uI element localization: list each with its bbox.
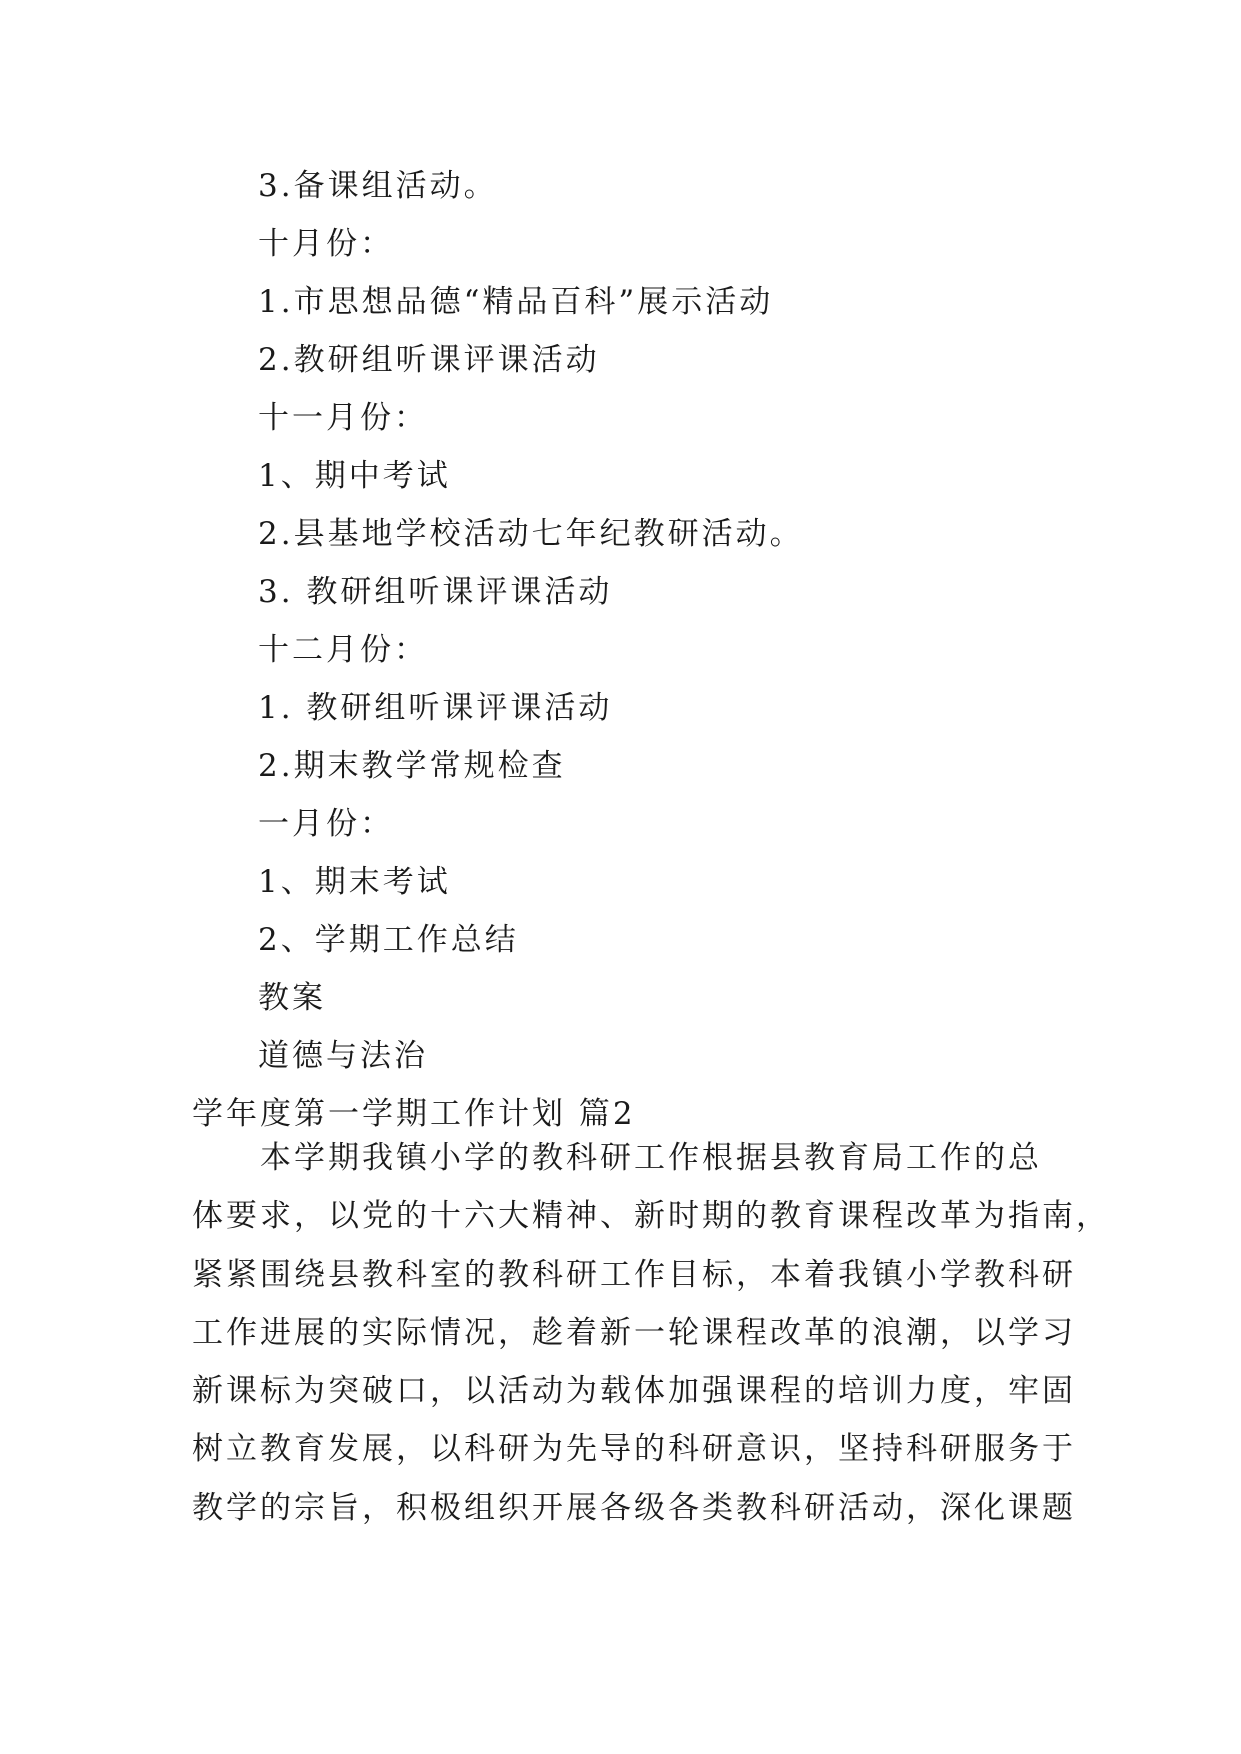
month-heading: 十二月份： bbox=[258, 632, 428, 668]
list-item: 1、期中考试 bbox=[258, 458, 451, 494]
list-item: 2.教研组听课评课活动 bbox=[258, 342, 600, 378]
paragraph-line: 新课标为突破口，以活动为载体加强课程的培训力度，牢固 bbox=[192, 1373, 1076, 1410]
month-heading: 十月份： bbox=[258, 226, 394, 262]
list-item: 1.市思想品德“精品百科”展示活动 bbox=[258, 284, 774, 320]
list-item: 3.备课组活动。 bbox=[258, 168, 498, 204]
paragraph-line: 体要求，以党的十六大精神、新时期的教育课程改革为指南， bbox=[192, 1198, 1110, 1235]
paragraph-line: 本学期我镇小学的教科研工作根据县教育局工作的总 bbox=[260, 1140, 1042, 1176]
list-item: 1. 教研组听课评课活动 bbox=[258, 690, 613, 726]
paragraph-line: 树立教育发展，以科研为先导的科研意识，坚持科研服务于 bbox=[192, 1431, 1076, 1468]
month-heading: 一月份： bbox=[258, 806, 394, 842]
paragraph-line: 紧紧围绕县教科室的教科研工作目标，本着我镇小学教科研 bbox=[192, 1256, 1076, 1293]
list-item: 1、期末考试 bbox=[258, 864, 451, 900]
list-item: 道德与法治 bbox=[258, 1038, 428, 1074]
paragraph-line: 教学的宗旨，积极组织开展各级各类教科研活动，深化课题 bbox=[192, 1489, 1076, 1526]
section-heading: 学年度第一学期工作计划 篇2 bbox=[192, 1096, 636, 1132]
list-item: 3. 教研组听课评课活动 bbox=[258, 574, 613, 610]
list-item: 2.县基地学校活动七年纪教研活动。 bbox=[258, 516, 804, 552]
list-item: 2.期末教学常规检查 bbox=[258, 748, 566, 784]
list-item: 2、学期工作总结 bbox=[258, 922, 519, 958]
paragraph-line: 工作进展的实际情况，趁着新一轮课程改革的浪潮，以学习 bbox=[192, 1314, 1076, 1351]
body-paragraph bbox=[192, 1129, 1110, 1537]
list-item: 教案 bbox=[258, 980, 326, 1016]
month-heading: 十一月份： bbox=[258, 400, 428, 436]
